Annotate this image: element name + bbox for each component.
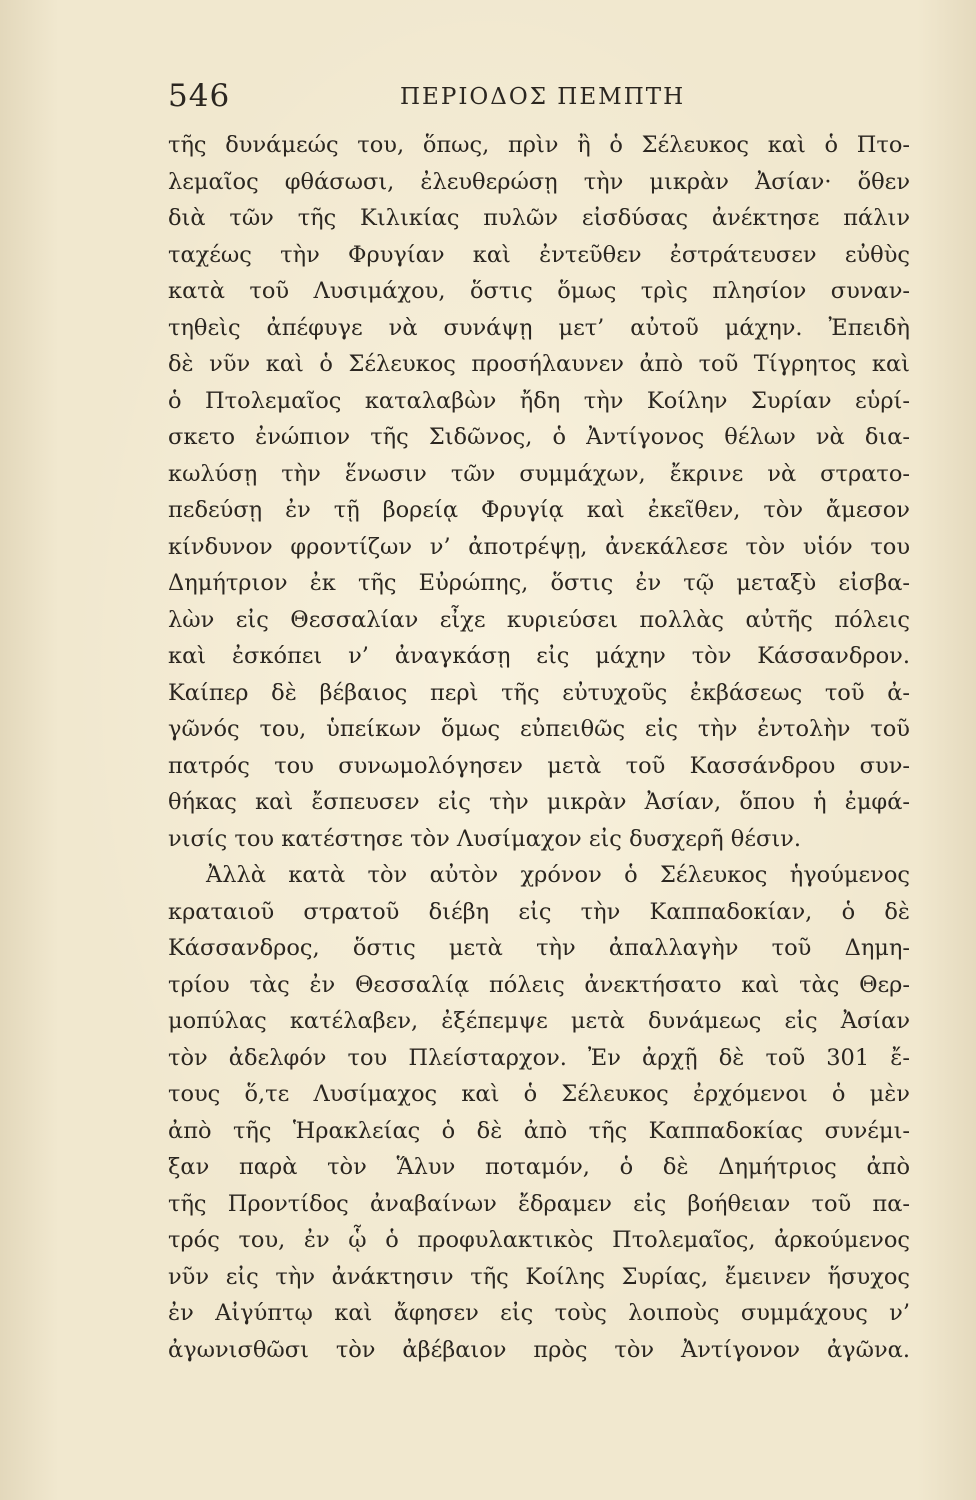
text-line: τους ὅ,τε Λυσίμαχος καὶ ὁ Σέλευκος ἐρχόμενοι ὁ μὲν [168, 1081, 910, 1107]
body-text [168, 127, 910, 1368]
text-line: Ἀλλὰ κατὰ τὸν αὐτὸν χρόνον ὁ Σέλευκος ἡγούμενος [206, 862, 910, 888]
text-line: νισίς του κατέστησε τὸν Λυσίμαχον εἰς δυσχερῆ θέσιν. [168, 825, 802, 852]
text-line: Δημήτριον ἐκ τῆς Εὐρώπης, ὅστις ἐν τῷ μεταξὺ εἰσβα- [168, 570, 910, 596]
text-line: μοπύλας κατέλαβεν, ἐξέπεμψε μετὰ δυνάμεως εἰς Ἀσίαν [168, 1008, 910, 1034]
text-line: θήκας καὶ ἔσπευσεν εἰς τὴν μικρὰν Ἀσίαν, ὅπου ἡ ἐμφά- [168, 789, 910, 815]
running-title: ΠΕΡΙΟΔΟΣ ΠΕΜΠΤΗ [400, 84, 686, 110]
text-line: τηθεὶς ἀπέφυγε νὰ συνάψῃ μετ’ αὐτοῦ μάχην. Ἐπειδὴ [168, 314, 910, 341]
text-line: ἐν Αἰγύπτῳ καὶ ἄφησεν εἰς τοὺς λοιποὺς συμμάχους ν’ [168, 1300, 910, 1326]
text-line: τῆς Προντίδος ἀναβαίνων ἔδραμεν εἰς βοήθειαν τοῦ πα- [168, 1190, 910, 1217]
text-line: πατρός του συνωμολόγησεν μετὰ τοῦ Κασσάνδρου συν- [168, 752, 910, 779]
text-line: τὸν ἀδελφόν του Πλείσταρχον. Ἐν ἀρχῇ δὲ τοῦ 301 ἔ- [168, 1044, 910, 1071]
text-line: Κάσσανδρος, ὅστις μετὰ τὴν ἀπαλλαγὴν τοῦ Δημη- [168, 935, 910, 961]
text-line: λεμαῖος φθάσωσι, ἐλευθερώσῃ τὴν μικρὰν Ἀσίαν· ὅθεν [168, 168, 910, 195]
text-line: ἀγωνισθῶσι τὸν ἀβέβαιον πρὸς τὸν Ἀντίγονον ἀγῶνα. [168, 1336, 910, 1363]
text-line: Καίπερ δὲ βέβαιος περὶ τῆς εὐτυχοῦς ἐκβάσεως τοῦ ἀ- [168, 679, 910, 706]
text-line: ξαν παρὰ τὸν Ἅλυν ποταμόν, ὁ δὲ Δημήτριος ἀπὸ [168, 1154, 910, 1180]
text-line: διὰ τῶν τῆς Κιλικίας πυλῶν εἰσδύσας ἀνέκτησε πάλιν [168, 205, 910, 231]
text-line: δὲ νῦν καὶ ὁ Σέλευκος προσήλαυνεν ἀπὸ τοῦ Τίγρητος καὶ [168, 351, 910, 377]
page-header [168, 72, 888, 122]
text-line: σκετο ἐνώπιον τῆς Σιδῶνος, ὁ Ἀντίγονος θέλων νὰ δια- [168, 424, 910, 450]
text-line: τρός του, ἐν ᾧ ὁ προφυλακτικὸς Πτολεμαῖος, ἀρκούμενος [168, 1227, 910, 1253]
text-line: καὶ ἐσκόπει ν’ ἀναγκάσῃ εἰς μάχην τὸν Κάσσανδρον. [168, 643, 910, 669]
text-line: κατὰ τοῦ Λυσιμάχου, ὅστις ὅμως τρὶς πλησίον συναν- [168, 278, 910, 304]
text-line: τρίου τὰς ἐν Θεσσαλίᾳ πόλεις ἀνεκτήσατο καὶ τὰς Θερ- [168, 971, 910, 998]
text-line: ταχέως τὴν Φρυγίαν καὶ ἐντεῦθεν ἐστράτευσεν εὐθὺς [168, 241, 910, 268]
text-line: ἀπὸ τῆς Ἡρακλείας ὁ δὲ ἀπὸ τῆς Καππαδοκίας συνέμι- [168, 1117, 910, 1144]
text-line: νῦν εἰς τὴν ἀνάκτησιν τῆς Κοίλης Συρίας, ἔμεινεν ἥσυχος [168, 1263, 910, 1290]
text-line: γῶνός του, ὑπείκων ὅμως εὐπειθῶς εἰς τὴν ἐντολὴν τοῦ [168, 716, 910, 742]
text-line: κίνδυνον φροντίζων ν’ ἀποτρέψῃ, ἀνεκάλεσε τὸν υἱόν του [168, 533, 910, 560]
text-line: κραταιοῦ στρατοῦ διέβη εἰς τὴν Καππαδοκίαν, ὁ δὲ [168, 898, 910, 925]
text-line: κωλύσῃ τὴν ἕνωσιν τῶν συμμάχων, ἔκρινε νὰ στρατο- [168, 460, 910, 487]
text-line: ὁ Πτολεμαῖος καταλαβὼν ἤδη τὴν Κοίλην Συρίαν εὑρί- [168, 387, 910, 414]
text-line: πεδεύσῃ ἐν τῇ βορείᾳ Φρυγίᾳ καὶ ἐκεῖθεν, τὸν ἄμεσον [168, 497, 910, 523]
page-number: 546 [168, 78, 231, 114]
text-line: τῆς δυνάμεώς του, ὅπως, πρὶν ἢ ὁ Σέλευκος καὶ ὁ Πτο- [168, 132, 910, 158]
text-line: λὼν εἰς Θεσσαλίαν εἶχε κυριεύσει πολλὰς αὐτῆς πόλεις [168, 606, 910, 633]
